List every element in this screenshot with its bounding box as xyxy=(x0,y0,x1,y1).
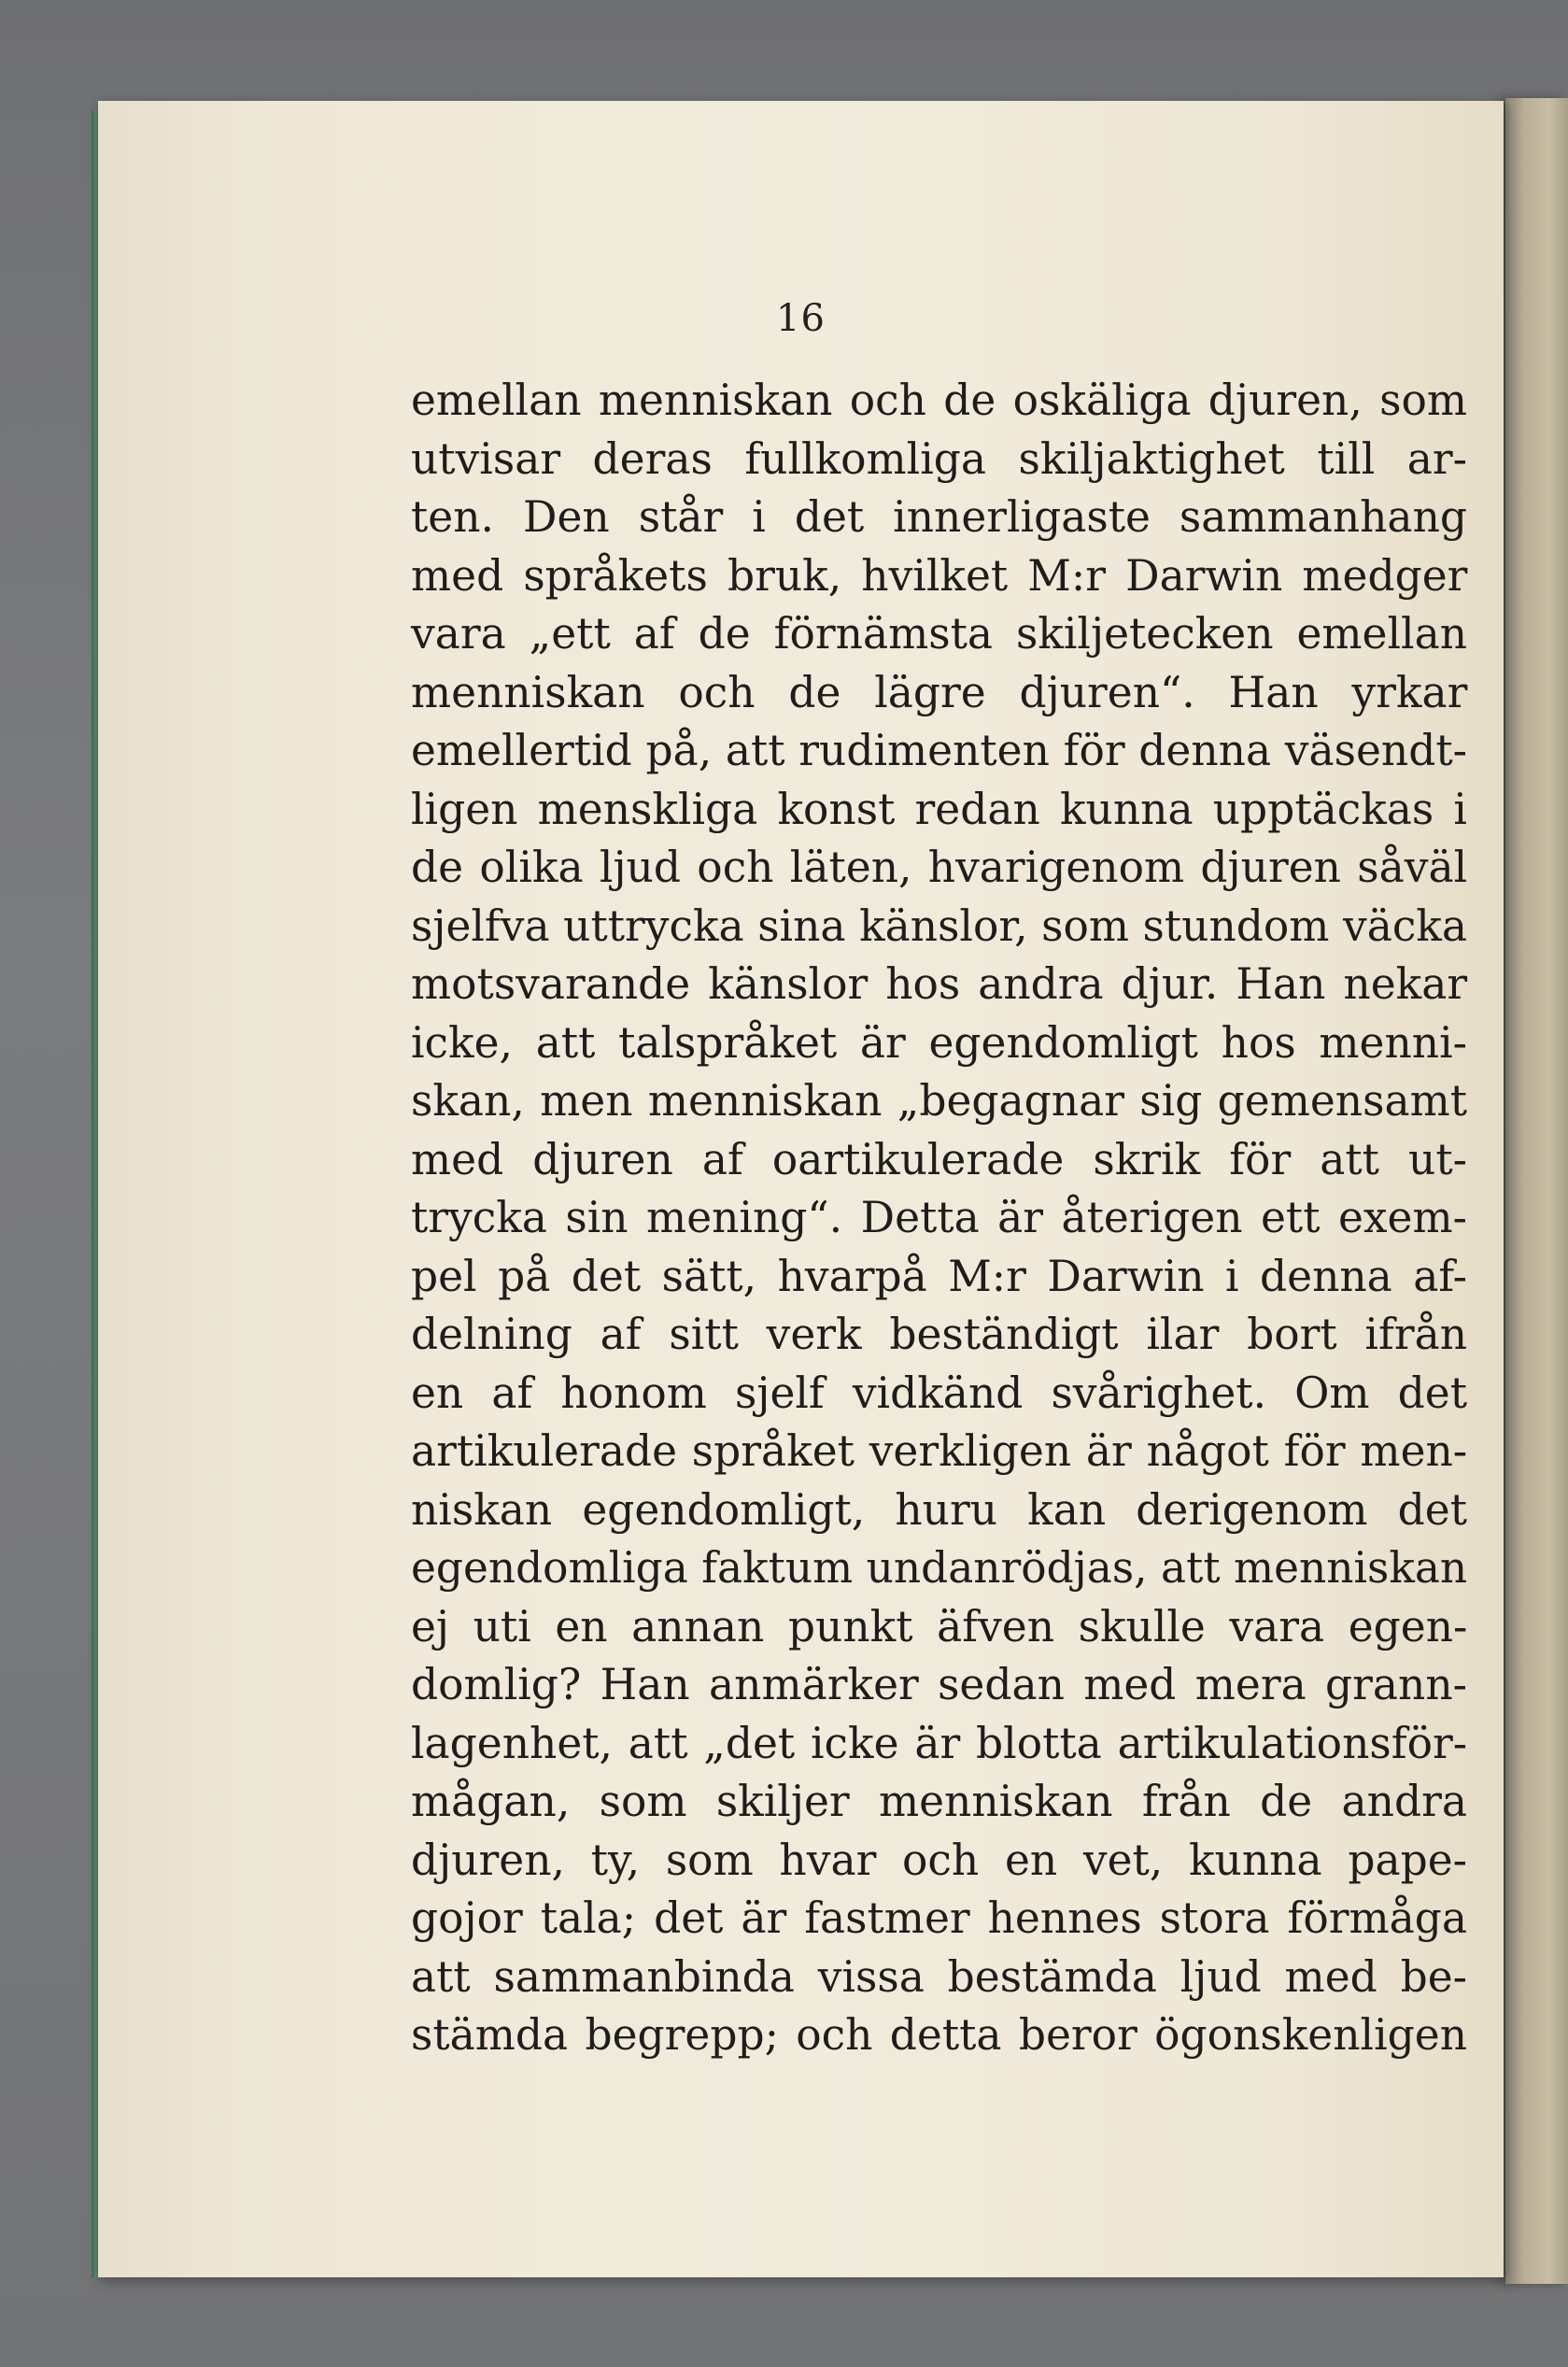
text-line: domlig? Han anmärker sedan med mera grann- xyxy=(411,1660,1467,1709)
text-line: skan, men menniskan „begagnar sig gemensamt xyxy=(411,1076,1467,1126)
text-line: mågan, som skiljer menniskan från de andra xyxy=(411,1777,1467,1826)
text-line: en af honom sjelf vidkänd svårighet. Om det xyxy=(411,1368,1467,1418)
text-line: lagenhet, att „det icke är blotta artikulationsför- xyxy=(411,1718,1468,1768)
page-number: 16 xyxy=(776,297,826,340)
text-line: djuren, ty, som hvar och en vet, kunna papе- xyxy=(411,1835,1467,1885)
body-text xyxy=(411,372,1467,2065)
text-line: pel på det sätt, hvarpå M:r Darwin i denna af- xyxy=(411,1251,1467,1301)
text-line: utvisar deras fullkomliga skiljaktighet till ar- xyxy=(411,433,1467,484)
text-line: niskan egendomligt, huru kan derigenom det xyxy=(411,1484,1467,1535)
text-line: icke, att talspråket är egendomligt hos menni- xyxy=(411,1017,1467,1068)
text-line: med språkets bruk, hvilket M:r Darwin medger xyxy=(411,550,1468,601)
text-line: gojor tala; det är fastmer hennes stora förmåga xyxy=(411,1893,1467,1943)
back-cover-edge xyxy=(1505,98,1568,2284)
text-line: stämda begrepp; och detta beror ögonskenligen xyxy=(411,2010,1467,2060)
text-line: vara „ett af de förnämsta skiljetecken emellan xyxy=(411,609,1467,659)
text-line: med djuren af oartikulerade skrik för att ut- xyxy=(411,1134,1467,1184)
book-page xyxy=(98,101,1504,2277)
text-line: emellan menniskan och de oskäliga djuren, som xyxy=(411,376,1467,425)
text-line: ej uti en annan punkt äfven skulle vara egen- xyxy=(411,1601,1468,1651)
text-line: att sammanbinda vissa bestämda ljud med be- xyxy=(411,1951,1467,2002)
text-line: egendomliga faktum undanrödjas, att menniskan xyxy=(411,1543,1468,1593)
text-line: emellertid på, att rudimenten för denna väsendt- xyxy=(411,726,1467,775)
text-line: motsvarande känslor hos andra djur. Han nekar xyxy=(411,959,1468,1009)
text-line: ligen menskliga konst redan kunna upptäckas i xyxy=(411,784,1467,834)
text-line: sjelfva uttrycka sina känslor, som stundom väcka xyxy=(411,900,1467,951)
text-line: ten. Den står i det innerligaste sammanhang xyxy=(411,492,1467,542)
text-line: delning af sitt verk beständigt ilar bort ifrån xyxy=(411,1310,1467,1359)
text-line: de olika ljud och läten, hvarigenom djuren såväl xyxy=(411,843,1468,892)
text-line: trycka sin mening“. Detta är återigen ett exem- xyxy=(411,1193,1467,1242)
text-line: artikulerade språket verkligen är något för men- xyxy=(411,1426,1468,1476)
text-line: menniskan och de lägre djuren“. Han yrkar xyxy=(411,667,1468,717)
